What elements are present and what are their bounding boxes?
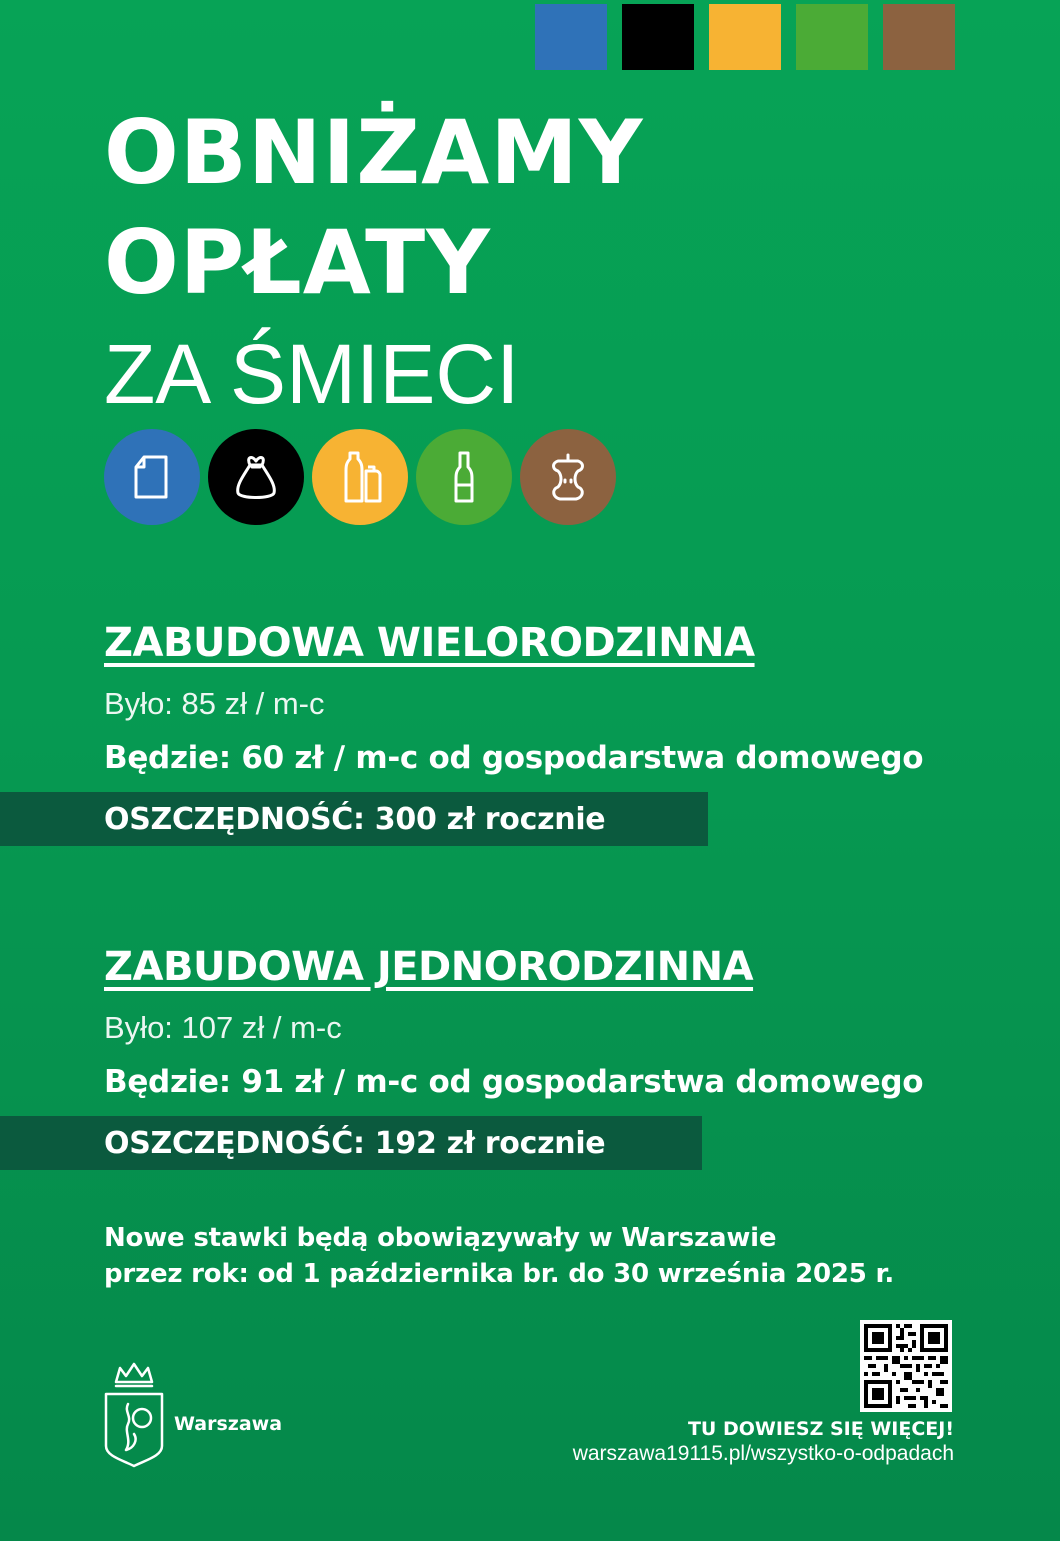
warszawa-crest-icon <box>102 1360 166 1468</box>
warszawa-logo <box>102 1360 282 1468</box>
plastic-bottles-icon <box>312 429 408 525</box>
multi-family-will: Będzie: 60 zł / m-c od gospodarstwa domowego <box>104 740 924 776</box>
more-info-url[interactable]: warszawa19115.pl/wszystko-o-odpadach <box>572 1442 954 1465</box>
multi-family-saving-bar <box>0 792 708 846</box>
single-family-saving: OSZCZĘDNOŚĆ: 192 zł rocznie <box>104 1125 606 1161</box>
validity-note-line1: Nowe stawki będą obowiązywały w Warszawie <box>104 1223 777 1253</box>
headline-line2: OPŁATY <box>104 211 491 314</box>
qr-code-icon <box>864 1324 948 1408</box>
multi-family-was: Było: 85 zł / m-c <box>104 686 325 721</box>
glass-bottle-icon <box>416 429 512 525</box>
single-family-saving-bar <box>0 1116 702 1170</box>
single-family-will: Będzie: 91 zł / m-c od gospodarstwa domowego <box>104 1064 924 1100</box>
qr-code[interactable] <box>860 1320 952 1412</box>
multi-family-saving: OSZCZĘDNOŚĆ: 300 zł rocznie <box>104 801 606 837</box>
paper-icon <box>104 429 200 525</box>
mixed-waste-bag-icon <box>208 429 304 525</box>
swatch-blue <box>535 4 607 70</box>
color-swatches <box>535 4 955 70</box>
single-family-title: ZABUDOWA JEDNORODZINNA <box>104 944 754 990</box>
swatch-brown <box>883 4 955 70</box>
validity-note <box>104 1220 894 1292</box>
waste-icons <box>104 429 616 525</box>
headline-line3: ZA ŚMIECI <box>104 327 520 421</box>
swatch-green <box>796 4 868 70</box>
apple-core-icon <box>520 429 616 525</box>
headline-line1: OBNIŻAMY <box>104 101 644 204</box>
multi-family-title: ZABUDOWA WIELORODZINNA <box>104 620 755 666</box>
single-family-was: Było: 107 zł / m-c <box>104 1010 342 1045</box>
swatch-black <box>622 4 694 70</box>
headline <box>104 98 643 430</box>
logo-text: Warszawa <box>174 1413 283 1435</box>
validity-note-line2: przez rok: od 1 października br. do 30 września 2025 r. <box>104 1259 895 1289</box>
swatch-yellow <box>709 4 781 70</box>
more-info-label: TU DOWIESZ SIĘ WIĘCEJ! <box>687 1418 954 1440</box>
